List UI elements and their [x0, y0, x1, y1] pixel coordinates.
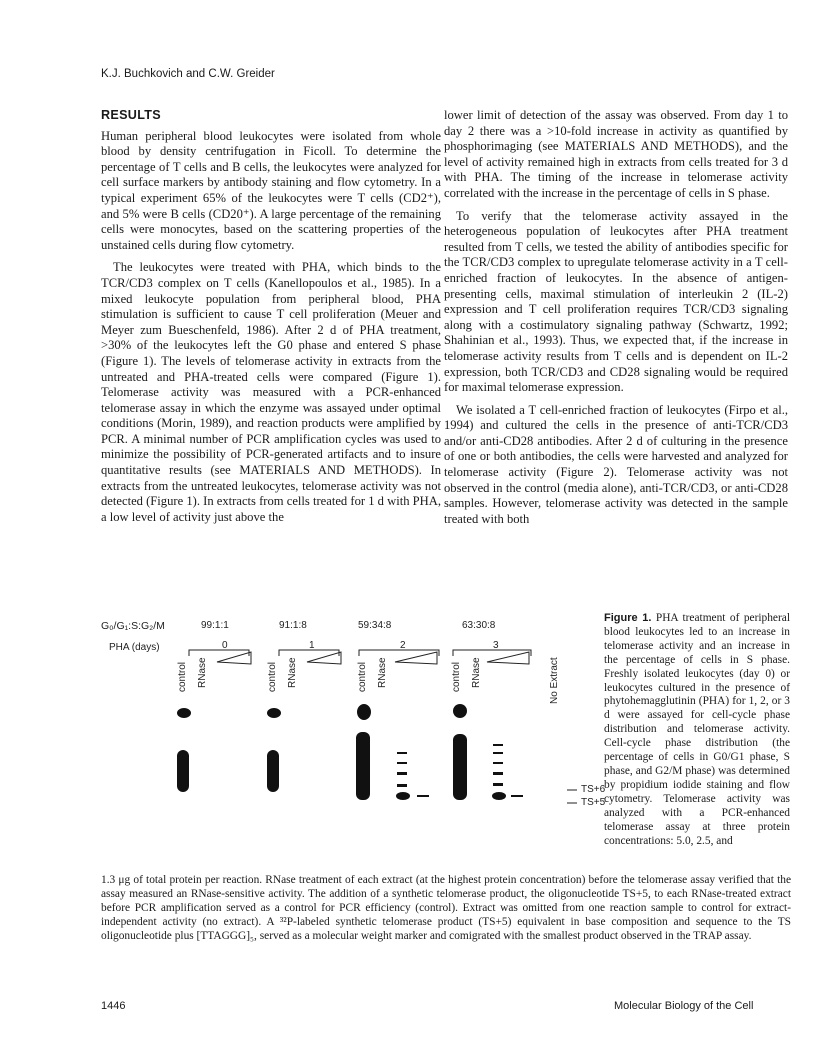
paragraph-4: To verify that the telomerase activity assayed in the heterogeneous population of leukocytes after PHA treatment resulted from T cells, we tested the ability of antibodies specific for the TCR/CD3 complex to upregulate telomerase activity in a T cell-enriched fraction of leukocytes. In the absence of antigen-presenting cells, maximal stimulation of interleukin 2 (IL-2) expression and T cell proliferation requires TCR/CD3 signaling along with a costimulatory signaling pathway (Schwartz, 1992; Shahinian et al., 1993). Thus, we expected that, if the increase in telomerase activity results from T cells and is dependent on IL-2 expression, both TCR/CD3 and CD28 signaling would be required for maximal telomerase expression.	[444, 208, 788, 395]
section-heading: RESULTS	[101, 108, 161, 122]
paragraph-5: We isolated a T cell-enriched fraction of leukocytes (Firpo et al., 1994) and cultured the cells in the presence of anti-TCR/CD3 and/or anti-CD28 antibodies. After 2 d of culturing in the presence of one or both antibodies, the cells were harvested and analyzed for telomerase activity (Figure 2). Telomerase activity was not observed in the control (media alone), anti-TCR/CD3, or anti-CD28 samples. However, telomerase activity was detected in the sample treated with both	[444, 402, 788, 526]
wedge-day1	[307, 652, 341, 664]
ladder-d3-ctrl	[511, 795, 523, 797]
ladder-d3-1	[493, 744, 503, 746]
right-column	[444, 108, 788, 534]
bracket-day3	[453, 650, 531, 656]
ratio-day1: 91:1:8	[279, 620, 307, 631]
ratio-day3: 63:30:8	[462, 620, 496, 631]
ladder-d3-6	[492, 792, 506, 800]
running-header: K.J. Buchkovich and C.W. Greider	[101, 68, 275, 80]
band-top-d3	[453, 704, 467, 718]
paragraph-1: Human peripheral blood leukocytes were isolated from whole blood by density centrifugation in Ficoll. To determine the percentage of T cells and B cells, the leukocytes were analyzed for cell surface markers by antibody staining and flow cytometry. In a typical experiment 65% of the leukocytes were T cells (CD2⁺), and 5% were B cells (CD20⁺). A large percentage of the remaining cells were monocytes, based on the scattering properties of the unstained cells during flow cytometry.	[101, 128, 441, 252]
smear-d2	[356, 732, 370, 800]
left-column	[101, 108, 441, 532]
lane-control-d3: control	[451, 661, 462, 692]
lane-rnase-d3: RNase	[471, 657, 482, 688]
band-top-d2	[357, 704, 371, 720]
marker-ts5: TS+5	[581, 797, 606, 808]
day-2-label: 2	[400, 640, 406, 651]
ladder-d3-3	[493, 762, 503, 764]
ladder-d2-ctrl	[417, 795, 429, 797]
day-0-label: 0	[222, 640, 228, 651]
ratio-day2: 59:34:8	[358, 620, 392, 631]
ladder-d2-2	[397, 762, 407, 764]
paragraph-3: lower limit of detection of the assay was observed. From day 1 to day 2 there was a >10-fold increase in activity as quantified by phosphorimaging (see MATERIALS AND METHODS), and the level of activity remained high in extracts from cells treated for 3 d with PHA. The timing of the increase in telomerase activity correlated with the increase in the percentage of cells in S phase.	[444, 108, 788, 200]
ratio-day0: 99:1:1	[201, 620, 229, 631]
lane-control-d2: control	[357, 661, 368, 692]
figure-1-gel	[101, 612, 606, 862]
pha-days-label: PHA (days)	[109, 642, 160, 653]
band-top-d1	[267, 708, 281, 718]
band-top-d0	[177, 708, 191, 718]
lane-control-d1: control	[267, 661, 278, 692]
lane-control-d0: control	[177, 661, 188, 692]
smear-d1	[267, 750, 279, 792]
cell-cycle-row-label: G₀/G₁:S:G₂/M	[101, 620, 165, 632]
lane-no-extract: No Extract	[549, 657, 560, 704]
wedge-day0	[217, 652, 251, 664]
lane-rnase-d0: RNase	[197, 657, 208, 688]
ladder-d3-4	[493, 772, 503, 775]
ladder-d3-5	[493, 783, 503, 786]
ladder-d2-3	[397, 772, 407, 775]
lane-rnase-d2: RNase	[377, 657, 388, 688]
marker-ts6: TS+6	[581, 784, 606, 795]
figure-caption-bottom: 1.3 μg of total protein per reaction. RNase treatment of each extract (at the highest protein concentration) before the telomerase assay verified that the assay measured an RNase-sensitive activity. The addition of a synthetic telomerase product, the oligonucleotide TS+5, to each RNase-treated extract before PCR amplification served as a control for PCR efficiency (control). Extract was omitted from one reaction sample to control for extract-independent activity (no extract). A ³²P-labeled synthetic telomerase product (TS+5) equivalent in base composition and sequence to the TS oligonucleotide plus [TTAGGG]₅, served as a molecular weight marker and comigrated with the smallest product observed in the TRAP assay.	[101, 874, 791, 942]
figure-caption-side	[604, 612, 790, 848]
ladder-d3-2	[493, 752, 503, 754]
lane-rnase-d1: RNase	[287, 657, 298, 688]
smear-d3	[453, 734, 467, 800]
paragraph-2: The leukocytes were treated with PHA, which binds to the TCR/CD3 complex on T cells (Kanellopoulos et al., 1985). In a mixed leukocyte population from peripheral blood, PHA stimulation is sufficient to cause T cell proliferation (Meuer and Meyer zum Bueschenfeld, 1986). After 2 d of PHA treatment, >30% of the leukocytes left the G0 phase and entered S phase (Figure 1). The levels of telomerase activity in extracts from the untreated and PHA-treated cells were compared (Figure 1). Telomerase activity was measured with a PCR-enhanced telomerase assay in which the enzyme was assayed under optimal conditions (Morin, 1989), and reaction products were amplified by PCR. A minimal number of PCR amplification cycles was used to minimize the possibility of PCR-generated artifacts and to insure quantitative results (see MATERIALS AND METHODS). In extracts from the untreated leukocytes, telomerase activity was not detected (Figure 1). In extracts from cells treated for 1 d with PHA, a low level of activity just above the	[101, 260, 441, 524]
bracket-day2	[359, 650, 439, 656]
figure-caption-title: Figure 1.	[604, 612, 652, 624]
figure-caption-text: PHA treatment of peripheral blood leukocytes led to an increase in telomerase activity and an increase in the percentage of cells in S phase. Freshly isolated leukocytes (day 0) or leukocytes cultured in the presence of phytohemagglutinin (PHA) for 1, 2, or 3 d were assayed for cell-cycle phase distribution and telomerase activity. Cell-cycle phase distribution (the percentage of cells in G0/G1 phase, S phase, and G2/M phase) was determined by propidium iodide staining and flow cytometry. Telomerase activity was analyzed with a PCR-enhanced telomerase assay at three protein concentrations: 5.0, 2.5, and	[604, 612, 790, 847]
ladder-d2-5	[396, 792, 410, 800]
gel-svg	[101, 612, 601, 862]
page-number: 1446	[101, 1000, 126, 1012]
journal-name: Molecular Biology of the Cell	[614, 1000, 754, 1012]
wedge-day3	[487, 652, 529, 664]
ladder-d2-1	[397, 752, 407, 754]
day-1-label: 1	[309, 640, 315, 651]
ladder-d2-4	[397, 784, 407, 787]
day-3-label: 3	[493, 640, 499, 651]
wedge-day2	[395, 652, 437, 664]
smear-d0	[177, 750, 189, 792]
